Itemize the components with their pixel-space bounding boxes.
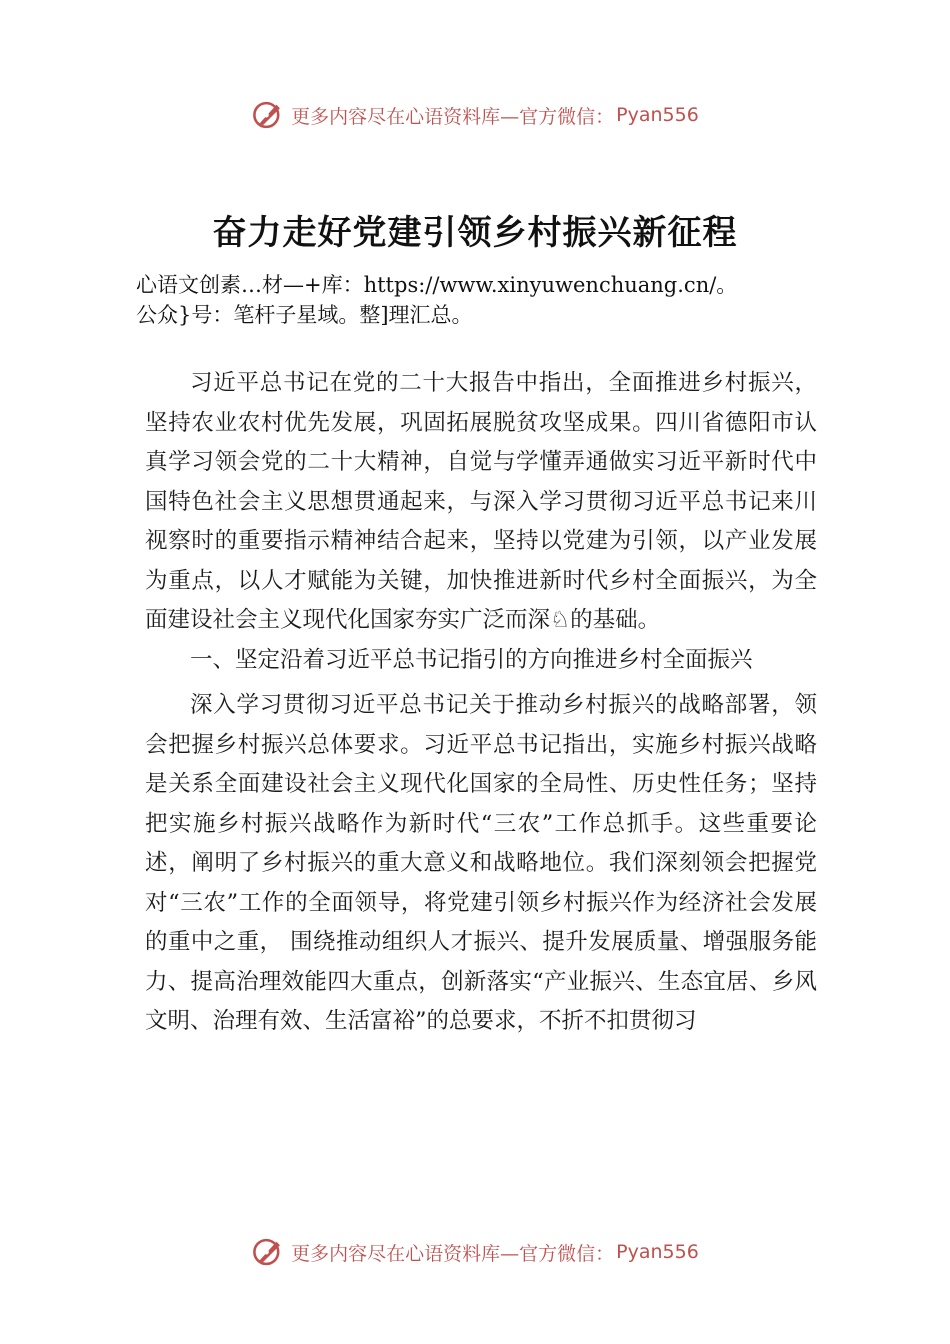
document-title: 奋力走好党建引领乡村振兴新征程 xyxy=(212,213,738,253)
paragraph-section-1: 深入学习贯彻习近平总书记关于推动乡村振兴的战略部署，领会把握乡村振兴总体要求。习近平总书记指出，实施乡村振兴战略是关系全面建设社会主义现代化国家的全局性、历史性任务；坚持把实施乡村振兴战略作为新时代“三农”工作总抓手。这些重要论述，阐明了乡村振兴的重大意义和战略地位。我们深刻领会把握党对“三农”工作的全面领导，将党建引领乡村振兴作为经济社会发展的重中之重， 围绕推动组织人才振兴、提升发展质量、增强服务能力、提高治理效能四大重点，创新落实“产业振兴、生态宜居、乡风文明、治理有效、生活富裕”的总要求，不折不扣贯彻习 xyxy=(145,692,817,1034)
section-heading-1: 一、坚定沿着习近平总书记指引的方向推进乡村全面振兴 xyxy=(190,646,753,673)
source-note xyxy=(136,270,836,330)
header-watermark-banner xyxy=(0,95,950,135)
document-body xyxy=(145,364,817,1042)
banner-wechat-id: Pyan556 xyxy=(616,1241,699,1263)
banner-wechat-id: Pyan556 xyxy=(616,104,699,126)
source-line-2: 公众}号：笔杆子星域。整]理汇总。 xyxy=(136,303,473,327)
source-line-1: 心语文创素…材—+库：https://www.xinyuwenchuang.cn/。 xyxy=(136,273,738,297)
pen-logo-icon xyxy=(251,98,285,132)
banner-text: 更多内容尽在心语资料库—官方微信： xyxy=(291,105,615,128)
banner-text: 更多内容尽在心语资料库—官方微信： xyxy=(291,1242,615,1265)
paragraph-intro: 习近平总书记在党的二十大报告中指出，全面推进乡村振兴，坚持农业农村优先发展，巩固拓展脱贫攻坚成果。四川省德阳市认真学习领会党的二十大精神，自觉与学懂弄通做实习近平新时代中国特色社会主义思想贯通起来，与深入学习贯彻习近平总书记来川视察时的重要指示精神结合起来，坚持以党建为引领，以产业发展为重点，以人才赋能为关键，加快推进新时代乡村全面振兴，为全面建设社会主义现代化国家夯实广泛而深♘的基础。 xyxy=(145,370,817,633)
footer-watermark-banner xyxy=(0,1232,950,1272)
pen-logo-icon xyxy=(251,1235,285,1269)
